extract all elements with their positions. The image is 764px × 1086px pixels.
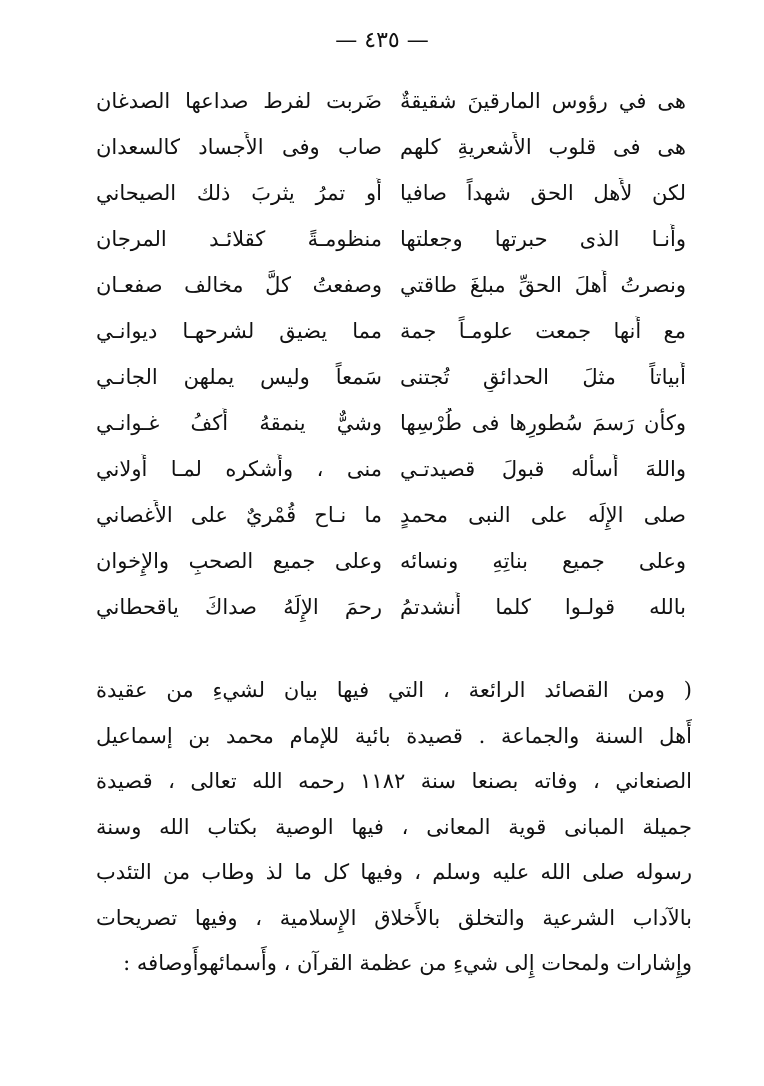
verse <box>96 124 686 170</box>
verse-second-hemistich: منظومـةً كقلائـد المرجان <box>96 227 382 251</box>
verse <box>96 538 686 584</box>
verse-second-hemistich: وعلى جميع الصحبِ والإِخوان <box>96 549 382 573</box>
verse-first-hemistich: واللهَ أَسأَله قبولَ قصيدتـي <box>400 457 686 481</box>
verse <box>96 446 686 492</box>
verse <box>96 216 686 262</box>
verse-second-hemistich: ضَربت لفرط صداعها الصدغان <box>96 89 382 113</box>
verse <box>96 354 686 400</box>
verse-second-hemistich: منى ، وأَشكره لمـا أَولاني <box>96 457 382 481</box>
verse-second-hemistich: رحمَ الإِلَهُ صداكَ ياقحطاني <box>96 595 382 619</box>
verse <box>96 492 686 538</box>
verse-first-hemistich: وأَنـا الذى حبرتها وجعلتها <box>400 227 686 251</box>
verse-second-hemistich: سَمعاً وليس يملهن الجانـي <box>96 365 382 389</box>
verse-first-hemistich: أَبياتاً مثلَ الحدائقِ تُجتنى <box>400 365 686 389</box>
prose-line: ( ومن القصائد الرائعة ، التي فيها بيان لشيءِ من عقيدة <box>96 678 692 702</box>
verse-first-hemistich: صلى الإِلَه على النبى محمدٍ <box>400 503 686 527</box>
verse-first-hemistich: هى فى قلوب الأَشعريةِ كلهم <box>400 135 686 159</box>
prose-line: الصنعاني ، وفاته بصنعا سنة ١١٨٢ رحمه الله تعالى ، قصيدة <box>96 769 692 793</box>
verse-first-hemistich: لكن لأَهل الحق شهداً صافيا <box>400 181 686 205</box>
verse <box>96 170 686 216</box>
poem <box>96 78 686 630</box>
verse-first-hemistich: وعلى جميع بناتِهِ ونسائه <box>400 549 686 573</box>
verse-first-hemistich: وكأَن رَسمَ سُطورِها فى طُرْسِها <box>400 411 686 435</box>
verse-second-hemistich: صاب وفى الأَجساد كالسعدان <box>96 135 382 159</box>
verse <box>96 584 686 630</box>
verse-second-hemistich: وصفعتُ كلَّ مخالف صفعـان <box>96 273 382 297</box>
verse-first-hemistich: مع أَنها جمعت علومـاً جمة <box>400 319 686 343</box>
verse <box>96 400 686 446</box>
verse-second-hemistich: مما يضيق لشرحهـا ديوانـي <box>96 319 382 343</box>
verse-second-hemistich: وشيٌّ ينمقهُ أَكفُ غـوانـي <box>96 411 382 435</box>
verse <box>96 78 686 124</box>
verse-first-hemistich: بالله قولـوا كلما أَنشدتمُ <box>400 595 686 619</box>
prose-line: أَهل السنة والجماعة . قصيدة بائية للإمام محمد بن إسماعيل <box>96 723 692 748</box>
prose-paragraph <box>96 668 692 987</box>
prose-line: جميلة المبانى قوية المعانى ، فيها الوصية بكتاب الله وسنة <box>96 814 692 839</box>
page-number: — ٤٣٥ — <box>335 28 429 53</box>
prose-line: رسوله صلى الله عليه وسلم ، وفيها كل ما لذ وطاب من التئدب <box>96 860 692 884</box>
verse-first-hemistich: ونصرتُ أَهلَ الحقِّ مبلغَ طاقتي <box>400 273 686 297</box>
verse-second-hemistich: أَو تمرُ يثربَ ذلك الصيحاني <box>96 181 382 205</box>
prose-line: بالآداب الشرعية والتخلق بالأَخلاق الإِسلامية ، وفيها تصريحات <box>96 905 692 930</box>
verse-second-hemistich: ما نـاح قُمْريٌ على الأَغصاني <box>96 503 382 527</box>
verse-first-hemistich: هى في رؤوس المارقينَ شقيقةٌ <box>400 89 686 113</box>
verse <box>96 308 686 354</box>
prose-line: وإِشارات ولمحات إِلى شيءِ من عظمة القرآن ، وأَسمائهوأَوصافه : <box>123 951 692 975</box>
verse <box>96 262 686 308</box>
